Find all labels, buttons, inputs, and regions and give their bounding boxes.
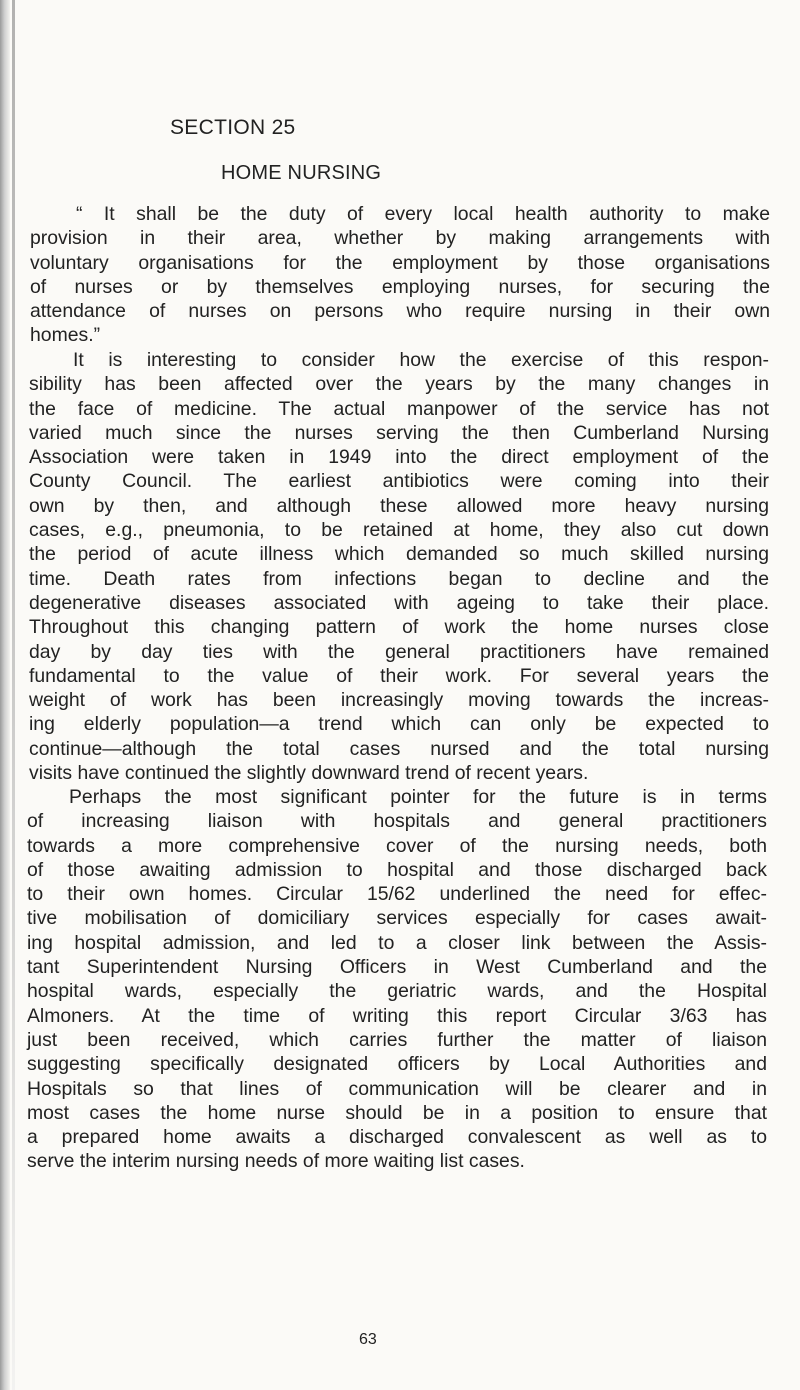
paragraph-line: day by day ties with the general practitioners have remained — [29, 640, 769, 663]
page-heading: HOME NURSING — [221, 162, 382, 184]
binding-shadow — [0, 0, 10, 1390]
paragraph-line: sibility has been affected over the years by the many changes in — [29, 373, 769, 396]
paragraph-line: homes.” — [30, 324, 101, 347]
paragraph-line: towards a more comprehensive cover of the nursing needs, both — [27, 834, 767, 857]
paragraph-line: to their own homes. Circular 15/62 underlined the need for effec- — [27, 883, 767, 906]
binding-edge — [12, 0, 15, 1390]
paragraph-line: degenerative diseases associated with ageing to take their place. — [29, 591, 769, 614]
paragraph-line: attendance of nurses on persons who require nursing in their own — [30, 300, 770, 323]
paragraph-line: varied much since the nurses serving the then Cumberland Nursing — [29, 421, 769, 444]
paragraph-line: tant Superintendent Nursing Officers in West Cumberland and the — [27, 956, 767, 979]
paragraph-line: County Council. The earliest antibiotics were coming into their — [29, 470, 769, 493]
paragraph-line: Throughout this changing pattern of work the home nurses close — [29, 616, 769, 639]
paragraph-line: suggesting specifically designated officers by Local Authorities and — [27, 1053, 767, 1076]
paragraph-line: Perhaps the most significant pointer for the future is in terms — [69, 786, 767, 808]
paragraph-line: time. Death rates from infections began to decline and the — [29, 567, 769, 590]
paragraph-line: just been received, which carries further the matter of liaison — [27, 1028, 767, 1051]
paragraph-line: Hospitals so that lines of communication will be clearer and in — [27, 1077, 767, 1100]
paragraph-line: weight of work has been increasingly moving towards the increas- — [29, 689, 769, 712]
future-liaison-paragraph — [27, 785, 767, 1174]
history-paragraph — [29, 348, 769, 785]
paragraph-line: ing elderly population—a trend which can only be expected to — [29, 713, 769, 736]
paragraph-line: It is interesting to consider how the exercise of this respon- — [73, 349, 769, 371]
paragraph-line: Almoners. At the time of writing this report Circular 3/63 has — [27, 1004, 767, 1027]
paragraph-line: serve the interim nursing needs of more waiting list cases. — [27, 1150, 525, 1173]
paragraph-line: of increasing liaison with hospitals and general practitioners — [27, 810, 767, 833]
paragraph-line: most cases the home nurse should be in a position to ensure that — [27, 1101, 767, 1124]
paragraph-line: hospital wards, especially the geriatric wards, and the Hospital — [27, 980, 767, 1003]
paragraph-line: of nurses or by themselves employing nurses, for securing the — [30, 275, 770, 298]
paragraph-line: voluntary organisations for the employment by those organisations — [30, 251, 770, 274]
paragraph-line: the period of acute illness which demanded so much skilled nursing — [29, 543, 769, 566]
paragraph-line: cases, e.g., pneumonia, to be retained at home, they also cut down — [29, 519, 769, 542]
paragraph-line: own by then, and although these allowed more heavy nursing — [29, 494, 769, 517]
paragraph-line: of those awaiting admission to hospital and those discharged back — [27, 858, 767, 881]
paragraph-line: continue—although the total cases nursed and the total nursing — [29, 737, 769, 760]
section-title: SECTION 25 — [170, 116, 296, 139]
paragraph-line: tive mobilisation of domiciliary services especially for cases await- — [27, 907, 767, 930]
page-number: 63 — [359, 1331, 377, 1348]
quoted-statute-paragraph — [30, 202, 770, 348]
paragraph-line: provision in their area, whether by making arrangements with — [30, 227, 770, 250]
paragraph-line: ing hospital admission, and led to a closer link between the Assis- — [27, 931, 767, 954]
paragraph-line: Association were taken in 1949 into the direct employment of the — [29, 446, 769, 469]
paragraph-line: the face of medicine. The actual manpower of the service has not — [29, 397, 769, 420]
paragraph-line: “ It shall be the duty of every local health authority to make — [76, 203, 770, 225]
paragraph-line: fundamental to the value of their work. For several years the — [29, 664, 769, 687]
paragraph-line: a prepared home awaits a discharged convalescent as well as to — [27, 1126, 767, 1149]
paragraph-line: visits have continued the slightly downward trend of recent years. — [29, 762, 589, 785]
